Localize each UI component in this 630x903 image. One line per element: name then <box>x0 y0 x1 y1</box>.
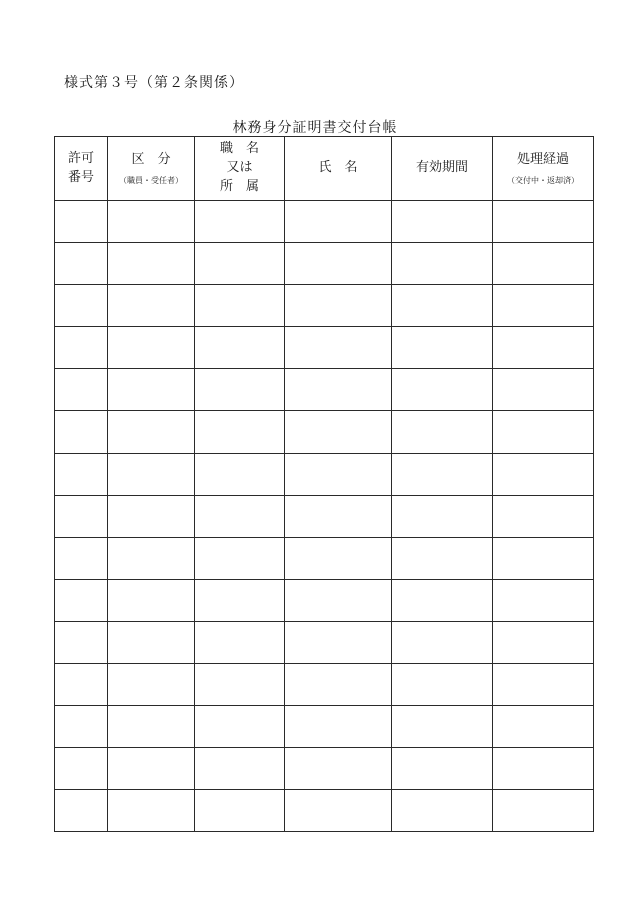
cell-permit-number <box>55 790 108 832</box>
cell-validity-period <box>392 453 493 495</box>
cell-position <box>195 201 285 243</box>
cell-processing-status <box>493 453 594 495</box>
header-category: 区 分 （職員・受任者） <box>108 137 195 201</box>
cell-validity-period <box>392 285 493 327</box>
cell-permit-number <box>55 453 108 495</box>
cell-name <box>285 537 392 579</box>
cell-position <box>195 453 285 495</box>
cell-name <box>285 369 392 411</box>
cell-processing-status <box>493 706 594 748</box>
cell-validity-period <box>392 411 493 453</box>
header-permit-number: 許可 番号 <box>55 137 108 201</box>
header-validity-period: 有効期間 <box>392 137 493 201</box>
table-row <box>55 495 594 537</box>
table-row <box>55 748 594 790</box>
cell-validity-period <box>392 369 493 411</box>
cell-category <box>108 327 195 369</box>
cell-processing-status <box>493 495 594 537</box>
cell-permit-number <box>55 243 108 285</box>
form-number: 様式第３号（第２条関係） <box>64 75 244 91</box>
cell-name <box>285 706 392 748</box>
cell-validity-period <box>392 790 493 832</box>
cell-permit-number <box>55 537 108 579</box>
header-row <box>55 137 594 201</box>
cell-processing-status <box>493 369 594 411</box>
ledger-table <box>54 136 594 832</box>
cell-name <box>285 327 392 369</box>
cell-category <box>108 411 195 453</box>
cell-validity-period <box>392 621 493 663</box>
table-row <box>55 790 594 832</box>
cell-category <box>108 748 195 790</box>
cell-validity-period <box>392 748 493 790</box>
cell-name <box>285 243 392 285</box>
cell-name <box>285 748 392 790</box>
cell-permit-number <box>55 621 108 663</box>
cell-position <box>195 706 285 748</box>
cell-processing-status <box>493 243 594 285</box>
table-row <box>55 201 594 243</box>
cell-name <box>285 790 392 832</box>
cell-validity-period <box>392 706 493 748</box>
cell-name <box>285 411 392 453</box>
table-row <box>55 579 594 621</box>
cell-category <box>108 495 195 537</box>
cell-position <box>195 664 285 706</box>
cell-position <box>195 285 285 327</box>
cell-position <box>195 411 285 453</box>
cell-processing-status <box>493 748 594 790</box>
cell-position <box>195 243 285 285</box>
cell-name <box>285 621 392 663</box>
cell-name <box>285 201 392 243</box>
table-row <box>55 664 594 706</box>
table-row <box>55 327 594 369</box>
cell-name <box>285 285 392 327</box>
cell-category <box>108 537 195 579</box>
cell-position <box>195 495 285 537</box>
cell-name <box>285 453 392 495</box>
cell-category <box>108 664 195 706</box>
cell-position <box>195 748 285 790</box>
header-status-note: （交付中・返却済） <box>507 176 579 186</box>
cell-category <box>108 579 195 621</box>
cell-category <box>108 790 195 832</box>
cell-category <box>108 621 195 663</box>
cell-processing-status <box>493 411 594 453</box>
cell-permit-number <box>55 579 108 621</box>
cell-category <box>108 201 195 243</box>
header-name: 氏 名 <box>285 137 392 201</box>
cell-name <box>285 495 392 537</box>
cell-category <box>108 369 195 411</box>
cell-position <box>195 537 285 579</box>
cell-processing-status <box>493 664 594 706</box>
cell-position <box>195 579 285 621</box>
cell-category <box>108 243 195 285</box>
cell-processing-status <box>493 579 594 621</box>
table-row <box>55 537 594 579</box>
table-row <box>55 369 594 411</box>
ledger-body <box>55 201 594 832</box>
cell-permit-number <box>55 664 108 706</box>
table-row <box>55 621 594 663</box>
table-row <box>55 243 594 285</box>
header-processing-status: 処理経過 （交付中・返却済） <box>493 137 594 201</box>
cell-permit-number <box>55 327 108 369</box>
table-row <box>55 411 594 453</box>
cell-permit-number <box>55 201 108 243</box>
cell-validity-period <box>392 664 493 706</box>
cell-processing-status <box>493 537 594 579</box>
cell-validity-period <box>392 327 493 369</box>
cell-position <box>195 327 285 369</box>
header-position: 職 名 又は 所 属 <box>195 137 285 201</box>
table-row <box>55 706 594 748</box>
cell-position <box>195 369 285 411</box>
cell-category <box>108 453 195 495</box>
cell-processing-status <box>493 285 594 327</box>
cell-category <box>108 706 195 748</box>
cell-name <box>285 579 392 621</box>
cell-permit-number <box>55 495 108 537</box>
table-row <box>55 285 594 327</box>
cell-processing-status <box>493 327 594 369</box>
cell-processing-status <box>493 621 594 663</box>
cell-category <box>108 285 195 327</box>
cell-validity-period <box>392 201 493 243</box>
header-category-note: （職員・受任者） <box>119 176 183 186</box>
cell-permit-number <box>55 706 108 748</box>
cell-processing-status <box>493 790 594 832</box>
cell-processing-status <box>493 201 594 243</box>
document-title: 林務身分証明書交付台帳 <box>232 120 398 136</box>
cell-validity-period <box>392 495 493 537</box>
cell-position <box>195 621 285 663</box>
table-row <box>55 453 594 495</box>
cell-validity-period <box>392 537 493 579</box>
cell-position <box>195 790 285 832</box>
cell-permit-number <box>55 285 108 327</box>
cell-validity-period <box>392 243 493 285</box>
cell-validity-period <box>392 579 493 621</box>
cell-permit-number <box>55 411 108 453</box>
cell-permit-number <box>55 748 108 790</box>
cell-name <box>285 664 392 706</box>
cell-permit-number <box>55 369 108 411</box>
